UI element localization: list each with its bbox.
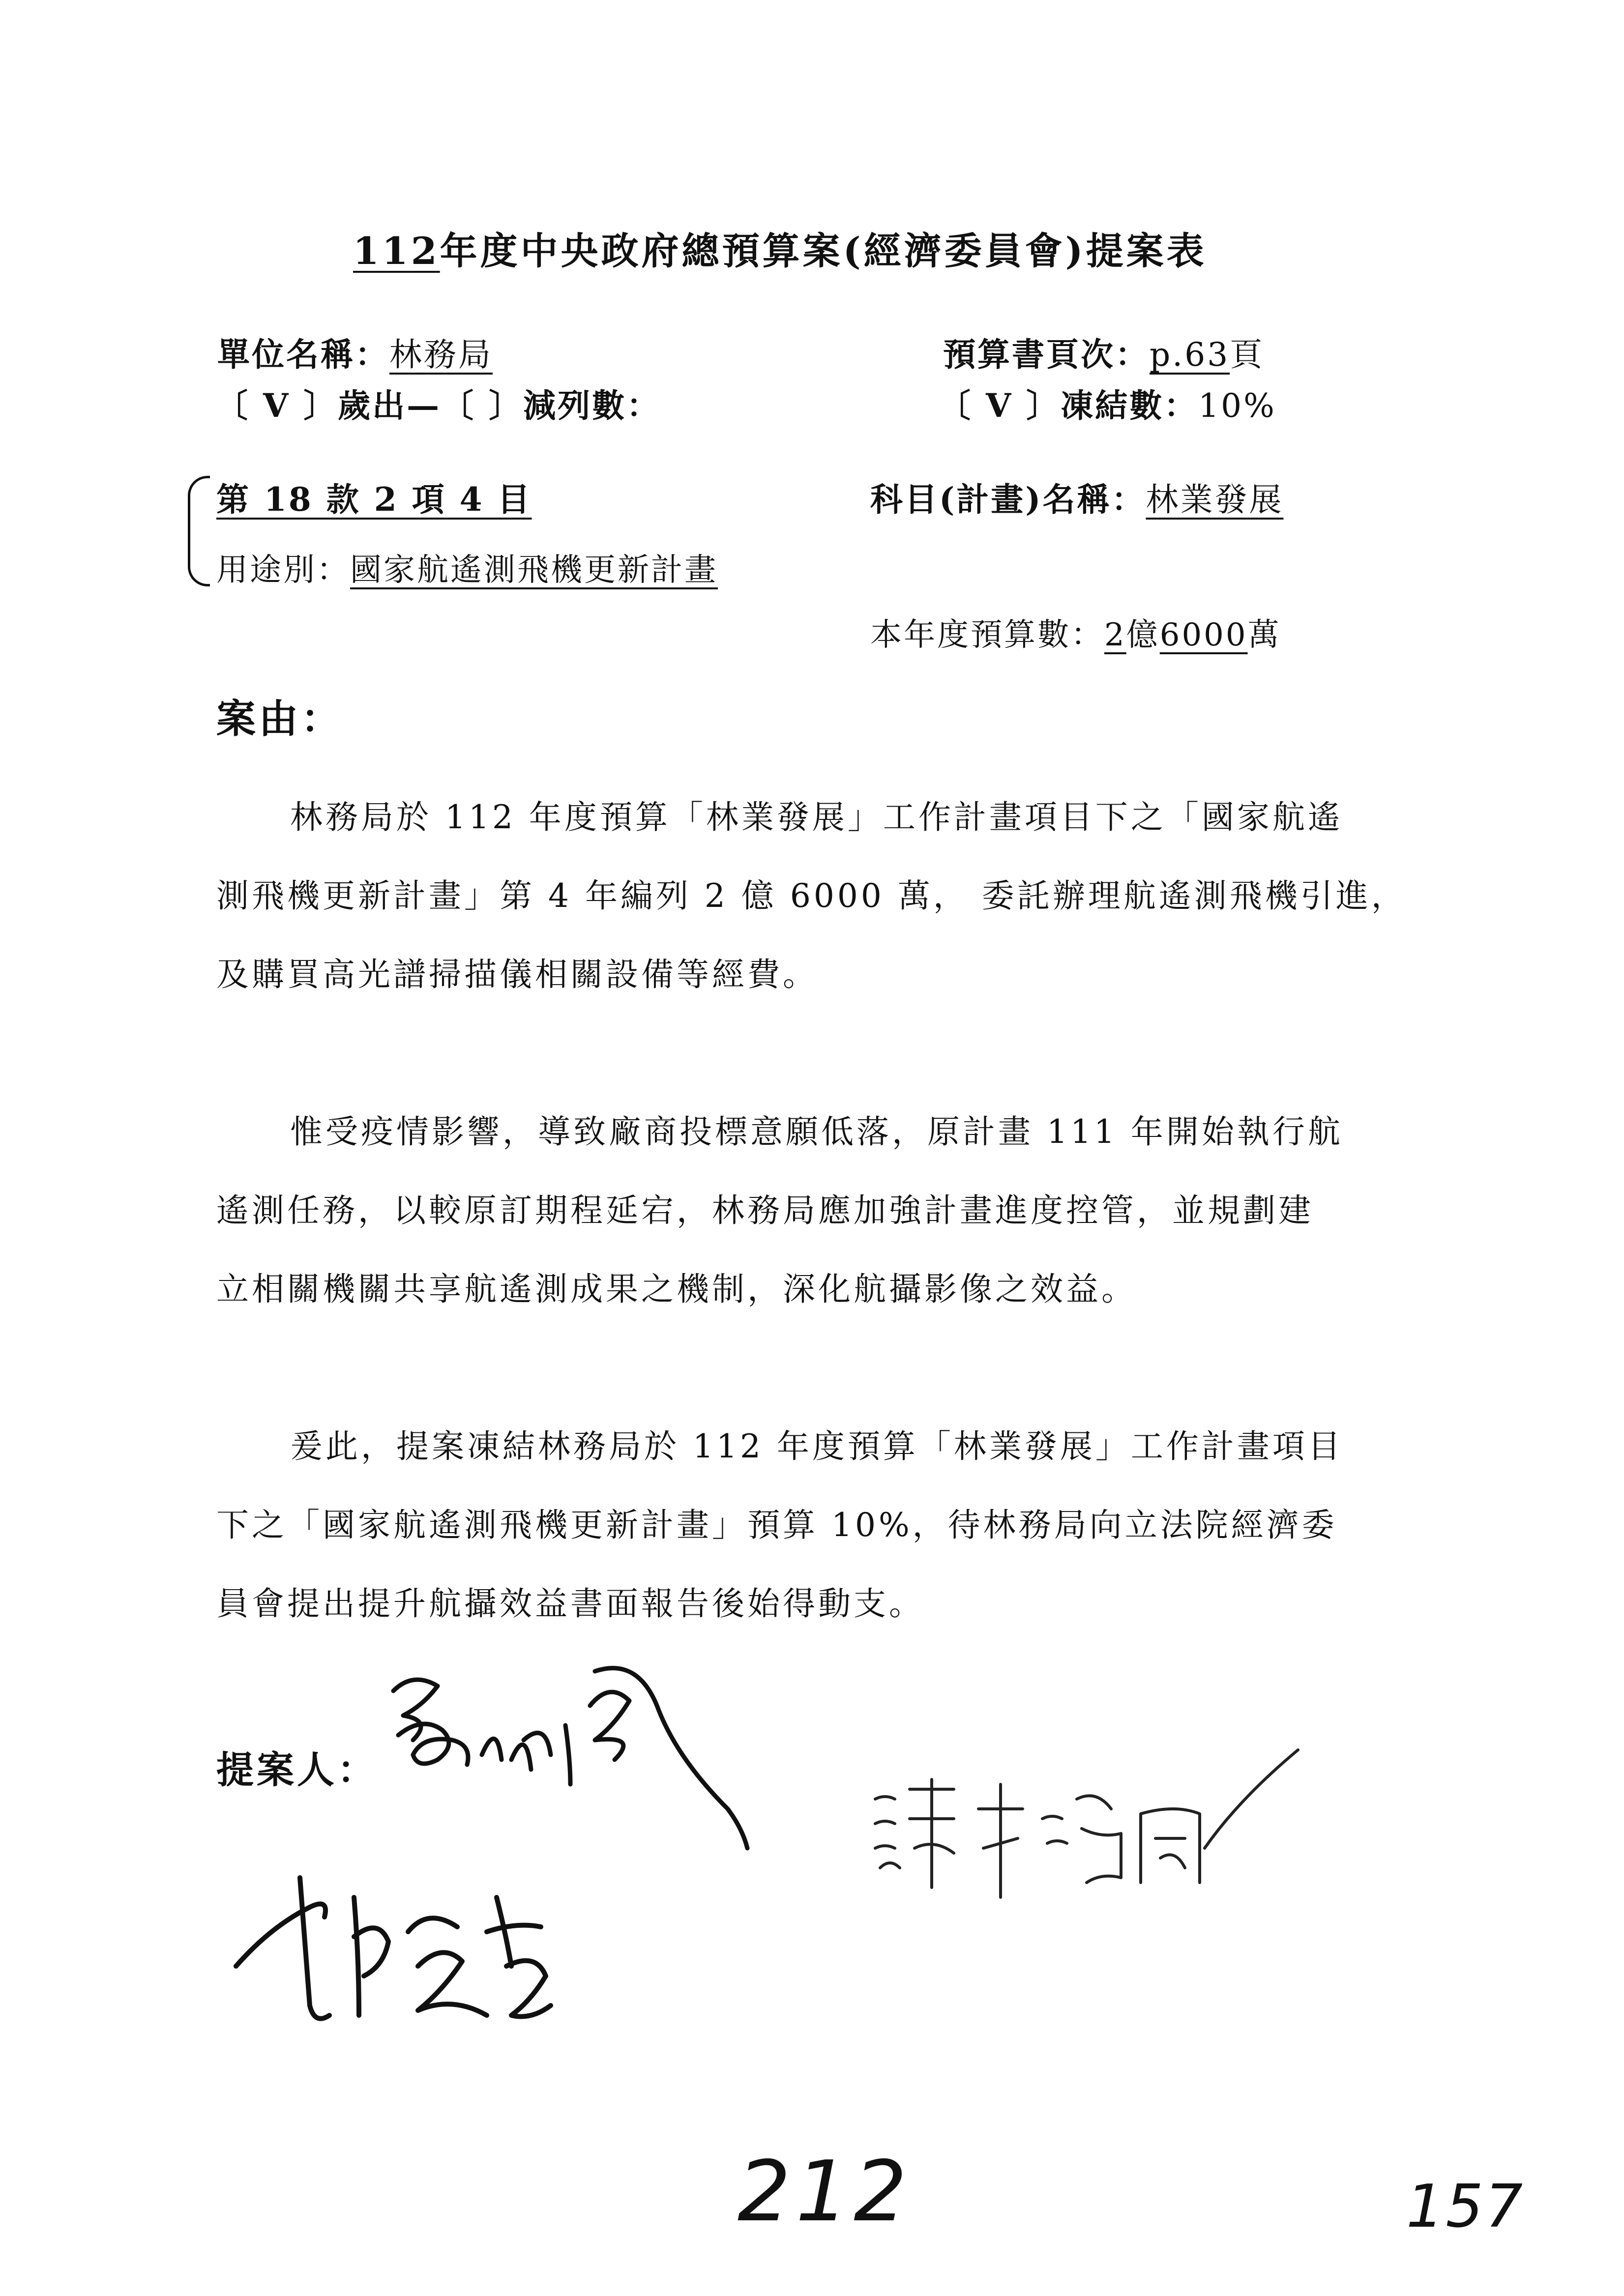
unit-value: 林務局 <box>389 336 493 374</box>
budget-wan: 6000 <box>1159 617 1248 653</box>
purpose-label: 用途別： <box>216 552 350 588</box>
reason-heading: 案由： <box>216 696 343 742</box>
title-year: 112 <box>353 229 440 273</box>
signature-3 <box>865 1740 1308 1917</box>
proposer-label: 提案人： <box>216 1748 378 1792</box>
corner-number-handwritten: 157 <box>1406 2173 1525 2241</box>
page-suffix: 頁 <box>1230 336 1265 374</box>
subject-row <box>870 473 1283 520</box>
section-row <box>216 473 532 520</box>
subject-value: 林業發展 <box>1146 481 1284 519</box>
paragraph-3-line-1: 爰此，提案凍結林務局於 112 年度預算「林業發展」工作計畫項目 <box>290 1427 1343 1465</box>
unit-label: 單位名稱： <box>217 335 389 374</box>
paragraph-3-line-2: 下之「國家航遙測飛機更新計畫」預算 10%，待林務局向立法院經濟委 <box>216 1506 1337 1544</box>
document-title <box>353 221 1207 275</box>
budget-yi: 2 <box>1104 617 1126 653</box>
freeze-row <box>938 379 1276 426</box>
paragraph-3-line-3: 員會提出提升航攝效益書面報告後始得動支。 <box>216 1585 924 1623</box>
signature-2 <box>231 1868 615 2045</box>
title-text: 年度中央政府總預算案(經濟委員會)提案表 <box>440 229 1207 273</box>
paragraph-2-line-3: 立相關機關共享航遙測成果之機制，深化航攝影像之效益。 <box>216 1270 1137 1308</box>
purpose-row <box>216 545 718 590</box>
expense-row <box>215 379 661 426</box>
page-label: 預算書頁次： <box>943 335 1150 374</box>
budget-yi-unit: 億 <box>1126 617 1160 653</box>
paragraph-2-line-1: 惟受疫情影響，導致廠商投標意願低落，原計畫 111 年開始執行航 <box>290 1113 1343 1151</box>
freeze-value: 10% <box>1198 387 1276 425</box>
subject-label: 科目(計畫)名稱： <box>870 480 1146 519</box>
paragraph-2-line-2: 遙測任務，以較原訂期程延宕，林務局應加強計畫進度控管，並規劃建 <box>216 1192 1314 1229</box>
freeze-label: 〔 V 〕凍結數： <box>938 386 1199 425</box>
paragraph-1-line-3: 及購買高光譜掃描儀相關設備等經費。 <box>216 956 818 993</box>
page-value: p.63 <box>1150 336 1230 374</box>
paragraph-1-line-2: 測飛機更新計畫」第 4 年編列 2 億 6000 萬， 委託辦理航遙測飛機引進， <box>216 877 1407 915</box>
budget-amount-row <box>870 610 1281 655</box>
purpose-value: 國家航遙測飛機更新計畫 <box>350 552 718 588</box>
expense-line: 〔 V 〕歲出—〔 〕減列數： <box>215 386 661 425</box>
signature-1 <box>384 1661 757 1868</box>
paragraph-1-line-1: 林務局於 112 年度預算「林業發展」工作計畫項目下之「國家航遙 <box>290 798 1343 836</box>
budget-label: 本年度預算數： <box>870 617 1104 653</box>
page-number-handwritten: 212 <box>738 2143 912 2240</box>
section-brace <box>188 476 210 586</box>
budget-page-row <box>943 328 1264 375</box>
unit-name-row <box>217 328 493 375</box>
section-text: 第 18 款 2 項 4 目 <box>216 480 532 519</box>
budget-wan-unit: 萬 <box>1247 617 1281 653</box>
